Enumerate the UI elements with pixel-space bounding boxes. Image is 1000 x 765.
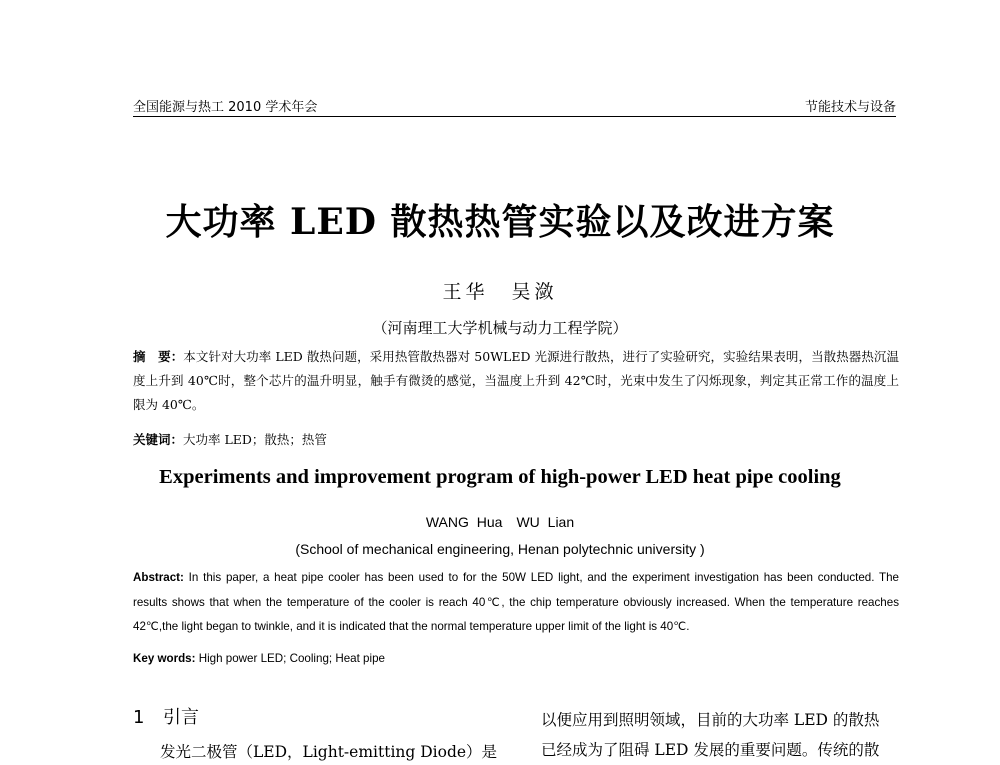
- authors-en: WANG Hua WU Lian: [425, 514, 575, 530]
- abstract-en-label: Abstract:: [133, 571, 184, 584]
- section-heading-introduction: [133, 703, 199, 729]
- section-title: 引言: [163, 707, 199, 728]
- section-number: 1: [133, 707, 145, 728]
- abstract-cn: [133, 345, 899, 417]
- keywords-en: [133, 652, 385, 665]
- keywords-cn-text: 大功率 LED；散热；热管: [183, 432, 327, 447]
- abstract-cn-label: 摘 要：: [133, 349, 184, 364]
- abstract-cn-text: 本文针对大功率 LED 散热问题，采用热管散热器对 50WLED 光源进行散热，进行了实验研究，实验结果表明，当散热器热沉温度上升到 40℃时，整个芯片的温升明显，触手有微烫的感觉，当温度上升到 42℃时，光束中发生了闪烁现象，判定其正常工作的温度上限为 40℃。: [133, 349, 899, 412]
- affiliation-en: (School of mechanical engineering, Henan polytechnic university ): [295, 541, 705, 557]
- abstract-en-text: In this paper, a heat pipe cooler has been used to for the 50W LED light, and the experiment investigation has been conducted. The results shows that when the temperature of the cooler is reach 40℃, the chip temperature obviously increased. When the temperature reaches 42℃,the light began to twinkle, and it is indicated that the normal temperature upper limit of the light is 40℃.: [133, 571, 899, 633]
- keywords-en-label: Key words:: [133, 652, 196, 665]
- header-divider: [133, 116, 896, 117]
- intro-right-column: [541, 705, 901, 765]
- abstract-en: [133, 566, 899, 640]
- affiliation-cn: （河南理工大学机械与动力工程学院）: [372, 319, 628, 337]
- intro-right-line: 以便应用到照明领域，目前的大功率 LED 的散热: [541, 711, 880, 729]
- running-header-left: 全国能源与热工 2010 学术年会: [133, 100, 318, 115]
- paper-title-cn: 大功率 LED 散热热管实验以及改进方案: [165, 201, 835, 243]
- running-header-right: 节能技术与设备: [804, 100, 896, 115]
- authors-cn: 王华 吴潋: [442, 281, 558, 303]
- keywords-cn: [133, 430, 327, 448]
- intro-left-column-text: 发光二极管（LED，Light-emitting Diode）是: [160, 743, 498, 761]
- keywords-en-text: High power LED; Cooling; Heat pipe: [195, 652, 385, 665]
- keywords-cn-label: 关键词：: [133, 432, 184, 447]
- paper-title-en: Experiments and improvement program of high-power LED heat pipe cooling: [159, 466, 841, 488]
- intro-right-line: 已经成为了阻碍 LED 发展的重要问题。传统的散: [541, 741, 880, 759]
